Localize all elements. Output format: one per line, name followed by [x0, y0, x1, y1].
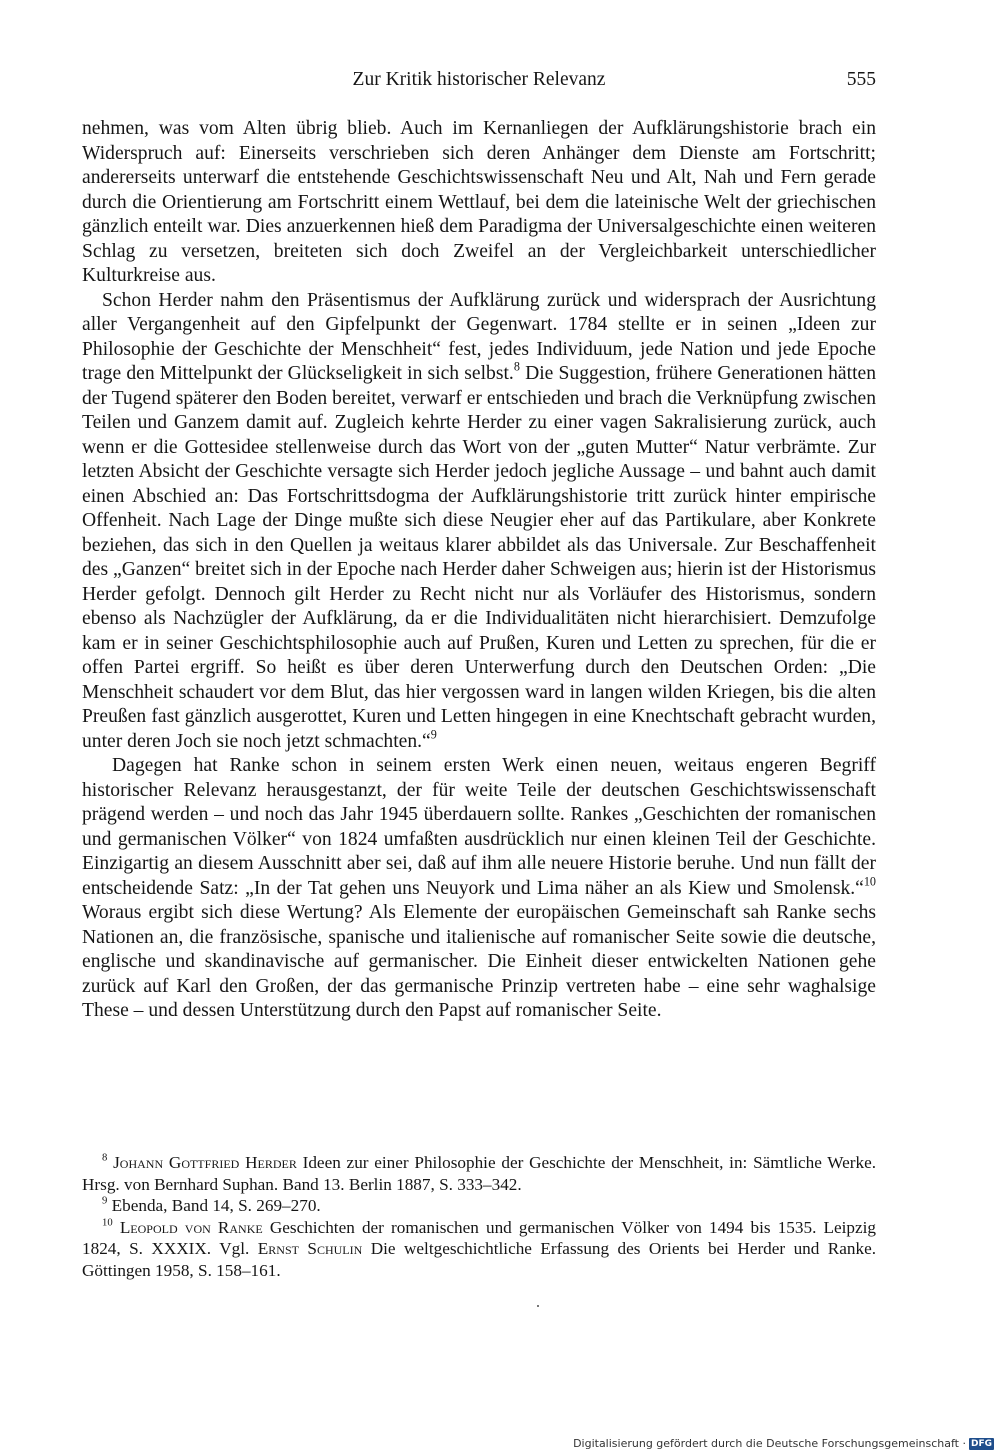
- footnote-author: Johann Gottfried Herder: [113, 1153, 297, 1172]
- footnote-ref-8: 8: [513, 359, 520, 374]
- page-header: [82, 66, 876, 94]
- scan-speck: [537, 1305, 539, 1307]
- footnote-author: Leopold von Ranke: [119, 1217, 263, 1237]
- main-text: [82, 117, 876, 1024]
- footnote-text-2: Die weltgeschichtliche Erfassung des Orients bei Herder und Ranke. Göttingen 1958, S. 158–161.: [82, 1239, 877, 1280]
- dfg-logo-icon: DFG: [970, 1439, 992, 1449]
- footnote-text: Geschichten der romanischen und germanischen Völker von 1494 bis 1535. Leipzig 1824, S. XXXIX. Vgl.: [82, 1217, 877, 1258]
- footnote-9: [82, 1195, 876, 1217]
- paragraph-2: [82, 289, 876, 755]
- running-title: Zur Kritik historischer Relevanz: [352, 69, 606, 90]
- digitization-credit-text: Digitalisierung gefördert durch die Deutsche Forschungsgemeinschaft ·: [573, 1437, 966, 1450]
- paragraph-2-text-b: Die Suggestion, frühere Generationen hätten der Tugend späterer den Boden bereitet, verwarf er entschieden und brach die Verknüpfung zwischen Teilen und Ganzem damit auf. Zugleich kehrte Herder zu einer vagen Sakralisierung zurück, auch wenn er die Gottesidee stellenweise durch das Wort von der „guten Mutter“ Natur verbrämte. Zur letzten Absicht der Geschichte versagte sich Herder jedoch jegliche Aussage – und bahnt auch damit einen Abschied an: Das Fortschrittsdogma der Aufklärungshistorie tritt zurück hinter empirische Offenheit. Nach Lage der Dinge mußte sich diese Neugier eher auf das Partikulare, aber Konkrete beziehen, das sich in den Quellen ja weitaus klarer abbildet als das Universale. Zur Beschaffenheit des „Ganzen“ breitet sich in der Epoche nach Herder daher Schweigen aus; hierin ist der Historismus Herder gefolgt. Dennoch gilt Herder zu Recht nicht nur als Vorläufer des Historismus, sondern ebenso als Nachzügler der Aufklärung, da er die Individualitäten nicht hierarchisiert. Demzufolge kam er in seiner Geschichtsphilosophie auch auf Prußen, Kuren und Letten zu sprechen, für die er offen Partei ergriff. So heißt es über deren Unterwerfung durch den Deutschen Orden: „Die Menschheit schaudert vor dem Blut, das hier vergossen ward in langen wilden Kriegen, bis die alten Preußen fast gänzlich ausgerottet, Kuren und Letten hingegen in eine Knechtschaft gebracht wurden, unter deren Joch sie noch jetzt schmachten.“: [82, 363, 877, 752]
- paragraph-3-text-b: Woraus ergibt sich diese Wertung? Als Elemente der europäischen Gemeinschaft sah Ranke sechs Nationen an, die französische, spanische und italienische auf romanischer Seite sowie die deutsche, englische und skandinavische auf germanischer. Die Einheit dieser entwickelten Nationen gehe zurück auf Karl den Großen, der das germanische Prinzip vertreten habe – eine sehr waghalsige These – und dessen Unterstützung durch den Papst auf romanischer Seite.: [82, 902, 876, 1021]
- footnote-text: Ideen zur einer Philosophie der Geschichte der Menschheit, in: Sämtliche Werke. Hrsg. von Bernhard Suphan. Band 13. Berlin 1887, S. 333–342.: [82, 1153, 877, 1194]
- paragraph-3: [82, 754, 876, 1024]
- footnote-8: [82, 1152, 876, 1195]
- footnote-10: [82, 1217, 876, 1282]
- paragraph-1: nehmen, was vom Alten übrig blieb. Auch im Kernanliegen der Aufklärungshistorie brach ein Widerspruch auf: Einerseits verschrieben sich deren Anhänger dem Dienste am Fortschritt; andererseits unterwarf die entstehende Geschichtswissenschaft Neu und Alt, Nah und Fern gerade durch die Orientierung am Fortschritt einem Wettlauf, bei dem die lateinische Welt der griechischen gänzlich enteilt war. Dies anzuerkennen hieß dem Paradigma der Universalgeschichte einen weiteren Schlag zu versetzen, breiteten sich doch Zweifel an der Vergleichbarkeit unterschiedlicher Kulturkreise aus.: [82, 118, 876, 286]
- paragraph-2-text-a: Schon Herder nahm den Präsentismus der Aufklärung zurück und widersprach der Ausrichtung aller Vergangenheit auf den Gipfelpunkt der Gegenwart. 1784 stellte er in seinen „Ideen zur Philosophie der Geschichte der Menschheit“ fest, jedes Individuum, jede Nation und jede Epoche trage den Mittelpunkt der Glückseligkeit in sich selbst.: [82, 289, 876, 384]
- footnote-ref-10: 10: [863, 874, 876, 888]
- footnote-marker: 10: [102, 1217, 113, 1229]
- footnote-text: Ebenda, Band 14, S. 269–270.: [107, 1196, 321, 1215]
- paragraph-3-text-a: Dagegen hat Ranke schon in seinem ersten Werk einen neuen, weitaus engeren Begriff historischer Relevanz herausgestanzt, der für weite Teile der deutschen Geschichtswissenschaft prägend werden – und noch das Jahr 1945 überdauern sollte. Rankes „Geschichten der romanischen und germanischen Völker“ von 1824 umfaßten ausdrücklich nur einen kleinen Teil der Geschichte. Einzigartig an diesem Ausschnitt aber sei, daß auf ihm alle neuere Historie beruhe. Und nun fällt der entscheidende Satz: „In der Tat gehen uns Neuyork und Lima näher an als Kiew und Smolensk.“: [82, 755, 876, 899]
- footnote-ref-9: 9: [430, 727, 437, 741]
- page-number: 555: [846, 69, 876, 90]
- footnote-marker: 8: [102, 1152, 108, 1164]
- footnotes: [82, 1152, 876, 1281]
- footnote-author-2: Ernst Schulin: [257, 1239, 363, 1258]
- footnote-marker: 9: [102, 1195, 108, 1207]
- digitization-credit: [573, 1437, 994, 1451]
